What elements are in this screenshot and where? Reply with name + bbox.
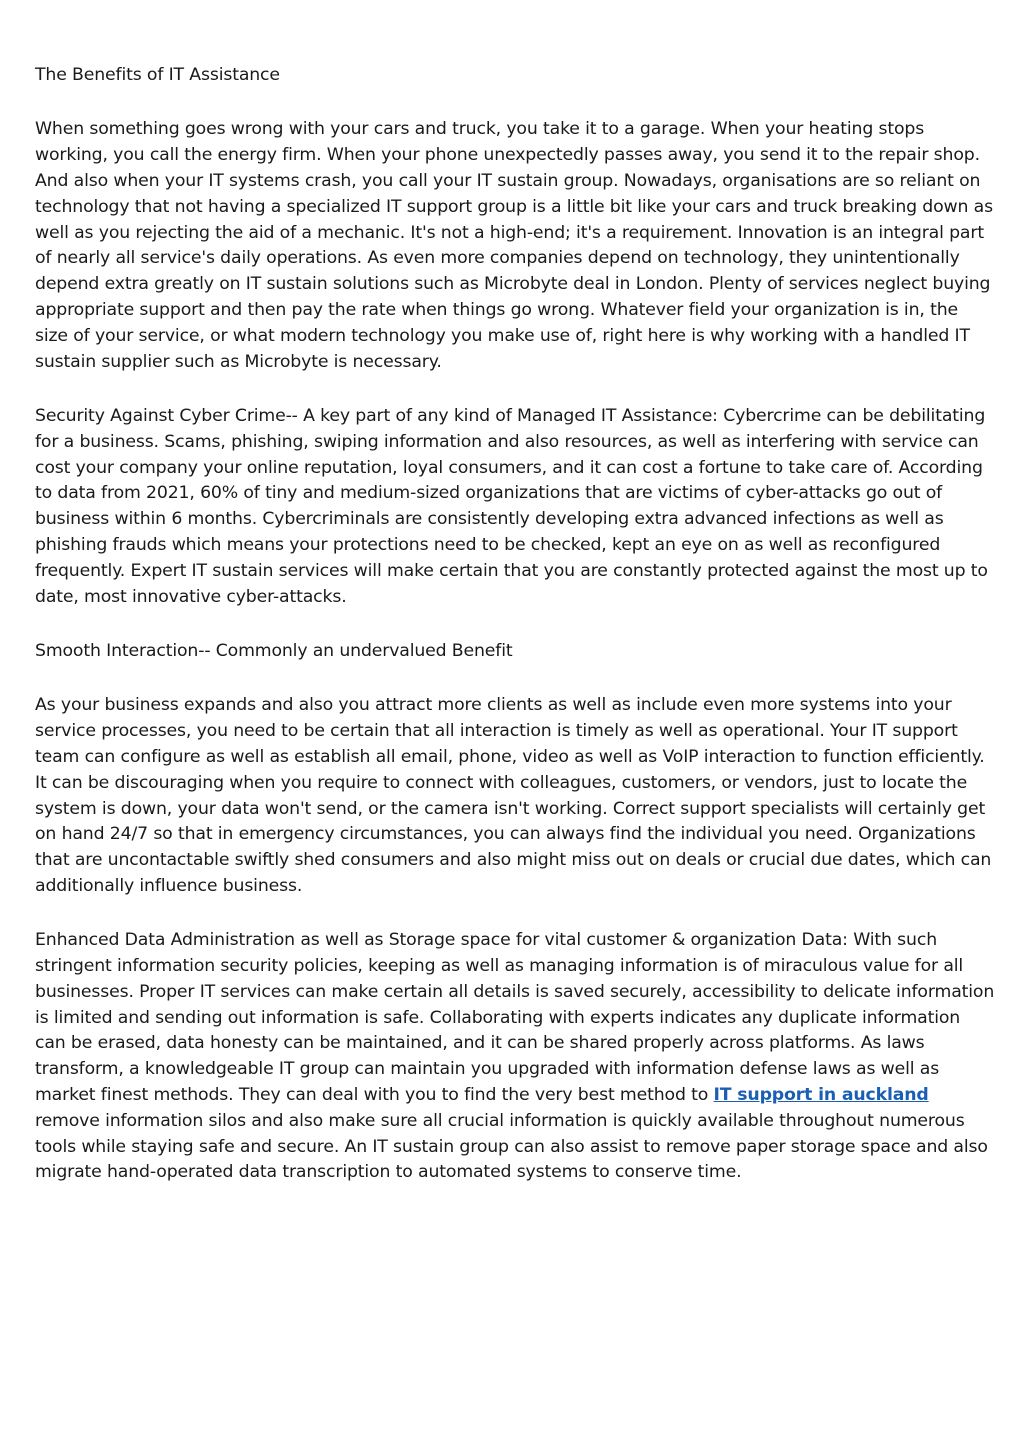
data-paragraph — [35, 928, 995, 1186]
it-support-link[interactable]: IT support in auckland — [713, 1085, 929, 1106]
security-paragraph: Security Against Cyber Crime-- A key part of any kind of Managed IT Assistance: Cybercrime can be debilitating for a business. Scams, phishing, swiping information and also resources, as well as interfering with service can cost your company your online reputation, loyal consumers, and it can cost a fortune to take care of. According to data from 2021, 60% of tiny and medium-sized organizations that are victims of cyber-attacks go out of business within 6 months. Cybercriminals are consistently developing extra advanced infections as well as phishing frauds which means your protections need to be checked, kept an eye on as well as reconfigured frequently. Expert IT sustain services will make certain that you are constantly protected against the most up to date, most innovative cyber-attacks. — [35, 405, 988, 607]
data-paragraph-text-continued: remove information silos and also make sure all crucial information is quickly available throughout numerous tools while staying safe and secure. An IT sustain group can also assist to remove paper storage space and also migrate hand-operated data transcription to automated systems to conserve time. — [35, 1110, 988, 1183]
data-paragraph-text: Enhanced Data Administration as well as Storage space for vital customer & organization Data: With such stringent information security policies, keeping as well as managing information is of miraculous value for all businesses. Proper IT services can make certain all details is saved securely, accessibility to delicate information is limited and sending out information is safe. Collaborating with experts indicates any duplicate information can be erased, data honesty can be maintained, and it can be shared properly across platforms. As laws transform, a knowledgeable IT group can maintain you upgraded with information defense laws as well as market finest methods. They can deal with you to find the very best method to — [35, 930, 995, 1106]
interaction-paragraph: As your business expands and also you attract more clients as well as include even more systems into your service processes, you need to be certain that all interaction is timely as well as operational. Your IT support team can configure as well as establish all email, phone, video as well as VoIP interaction to function efficiently. It can be discouraging when you require to connect with colleagues, customers, or vendors, just to locate the system is down, your data won't send, or the camera isn't working. Correct support specialists will certainly get on hand 24/7 so that in emergency circumstances, you can always find the individual you need. Organizations that are uncontactable swiftly shed consumers and also might miss out on deals or crucial due dates, which can additionally influence business. — [35, 695, 992, 896]
document-title: The Benefits of IT Assistance — [35, 65, 280, 85]
document-body — [35, 63, 995, 1215]
interaction-heading: Smooth Interaction-- Commonly an undervalued Benefit — [35, 640, 513, 661]
intro-paragraph: When something goes wrong with your cars and truck, you take it to a garage. When your heating stops working, you call the energy firm. When your phone unexpectedly passes away, you send it to the repair shop. And also when your IT systems crash, you call your IT sustain group. Nowadays, organisations are so reliant on technology that not having a specialized IT support group is a little bit like your cars and truck breaking down as well as you rejecting the aid of a mechanic. It's not a high-end; it's a requirement. Innovation is an integral part of nearly all service's daily operations. As even more companies depend on technology, they unintentionally depend extra greatly on IT sustain solutions such as Microbyte deal in London. Plenty of services neglect buying appropriate support and then pay the rate when things go wrong. Whatever field your organization is in, the size of your service, or what modern technology you make use of, right here is why working with a handled IT sustain supplier such as Microbyte is necessary. — [35, 119, 993, 372]
